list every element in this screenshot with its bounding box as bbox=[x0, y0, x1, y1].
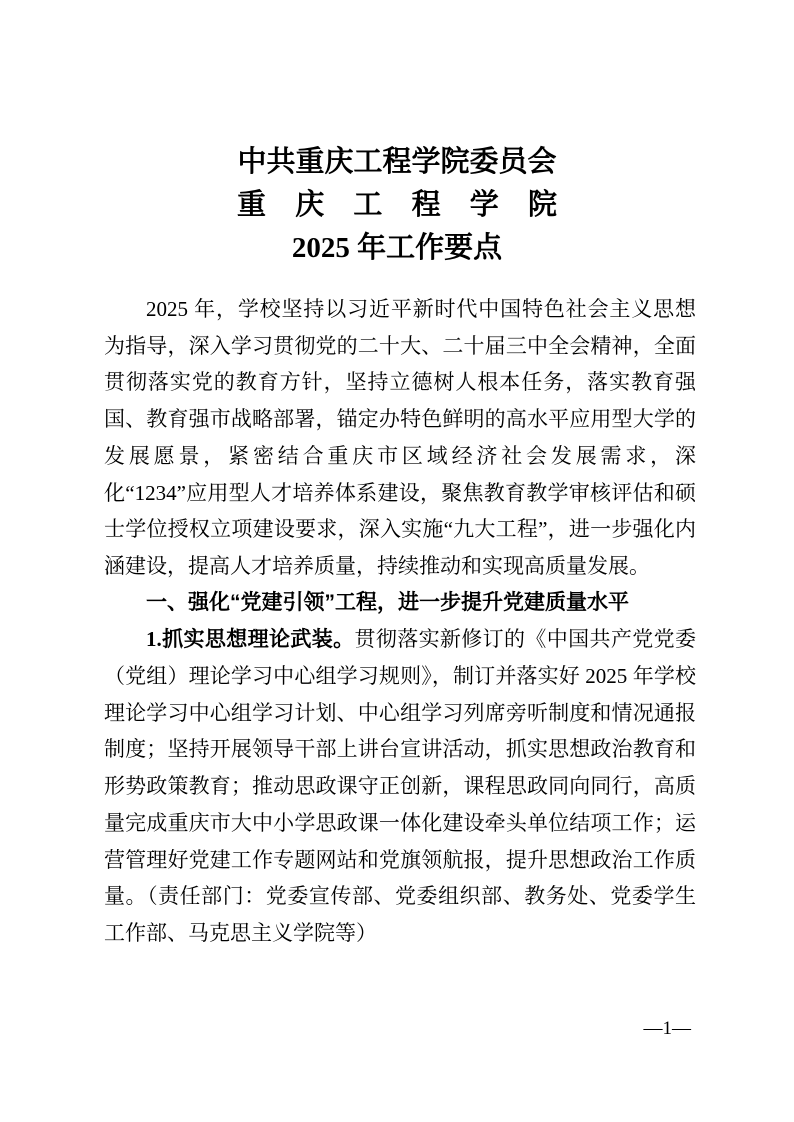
document-title-block bbox=[0, 0, 794, 270]
title-line-2 bbox=[0, 184, 794, 227]
title-line-1: 中共重庆工程学院委员会 bbox=[237, 146, 557, 178]
section-1-item-1-lead: 1.抓实思想理论武装。 bbox=[146, 627, 355, 652]
document-body bbox=[104, 291, 696, 952]
section-1-heading: 一、强化“党建引领”工程，进一步提升党建质量水平 bbox=[146, 590, 629, 614]
intro-paragraph: 2025 年，学校坚持以习近平新时代中国特色社会主义思想为指导，深入学习贯彻党的二十大、二十届三中全会精神，全面贯彻落实党的教育方针，坚持立德树人根本任务，落实教育强国、教育强市战略部署，锚定办特色鲜明的高水平应用型大学的发展愿景，紧密结合重庆市区域经济社会发展需求，深化“1234”应用型人才培养体系建设，聚焦教育教学审核评估和硕士学位授权立项建设要求，深入实施“九大工程”，进一步强化内涵建设，提高人才培养质量，持续推动和实现高质量发展。 bbox=[104, 297, 696, 578]
title-line-2-text: 重庆工程学院 bbox=[237, 189, 557, 221]
section-1-item-1 bbox=[104, 621, 696, 951]
title-line-3: 2025 年工作要点 bbox=[291, 232, 503, 264]
page-number: —1— bbox=[643, 1018, 691, 1039]
section-1-item-1-text: 贯彻落实新修订的《中国共产党党委（党组）理论学习中心组学习规则》，制订并落实好 2025 年学校理论学习中心组学习计划、中心组学习列席旁听制度和情况通报制度；坚持开展领导干部上讲台宣讲活动，抓实思想政治教育和形势政策教育；推动思政课守正创新，课程思政同向同行，高质量完成重庆市大中小学思政课一体化建设牵头单位结项工作；运营管理好党建工作专题网站和党旗领航报，提升思想政治工作质量。（责任部门：党委宣传部、党委组织部、教务处、党委学生工作部、马克思主义学院等） bbox=[104, 627, 697, 945]
